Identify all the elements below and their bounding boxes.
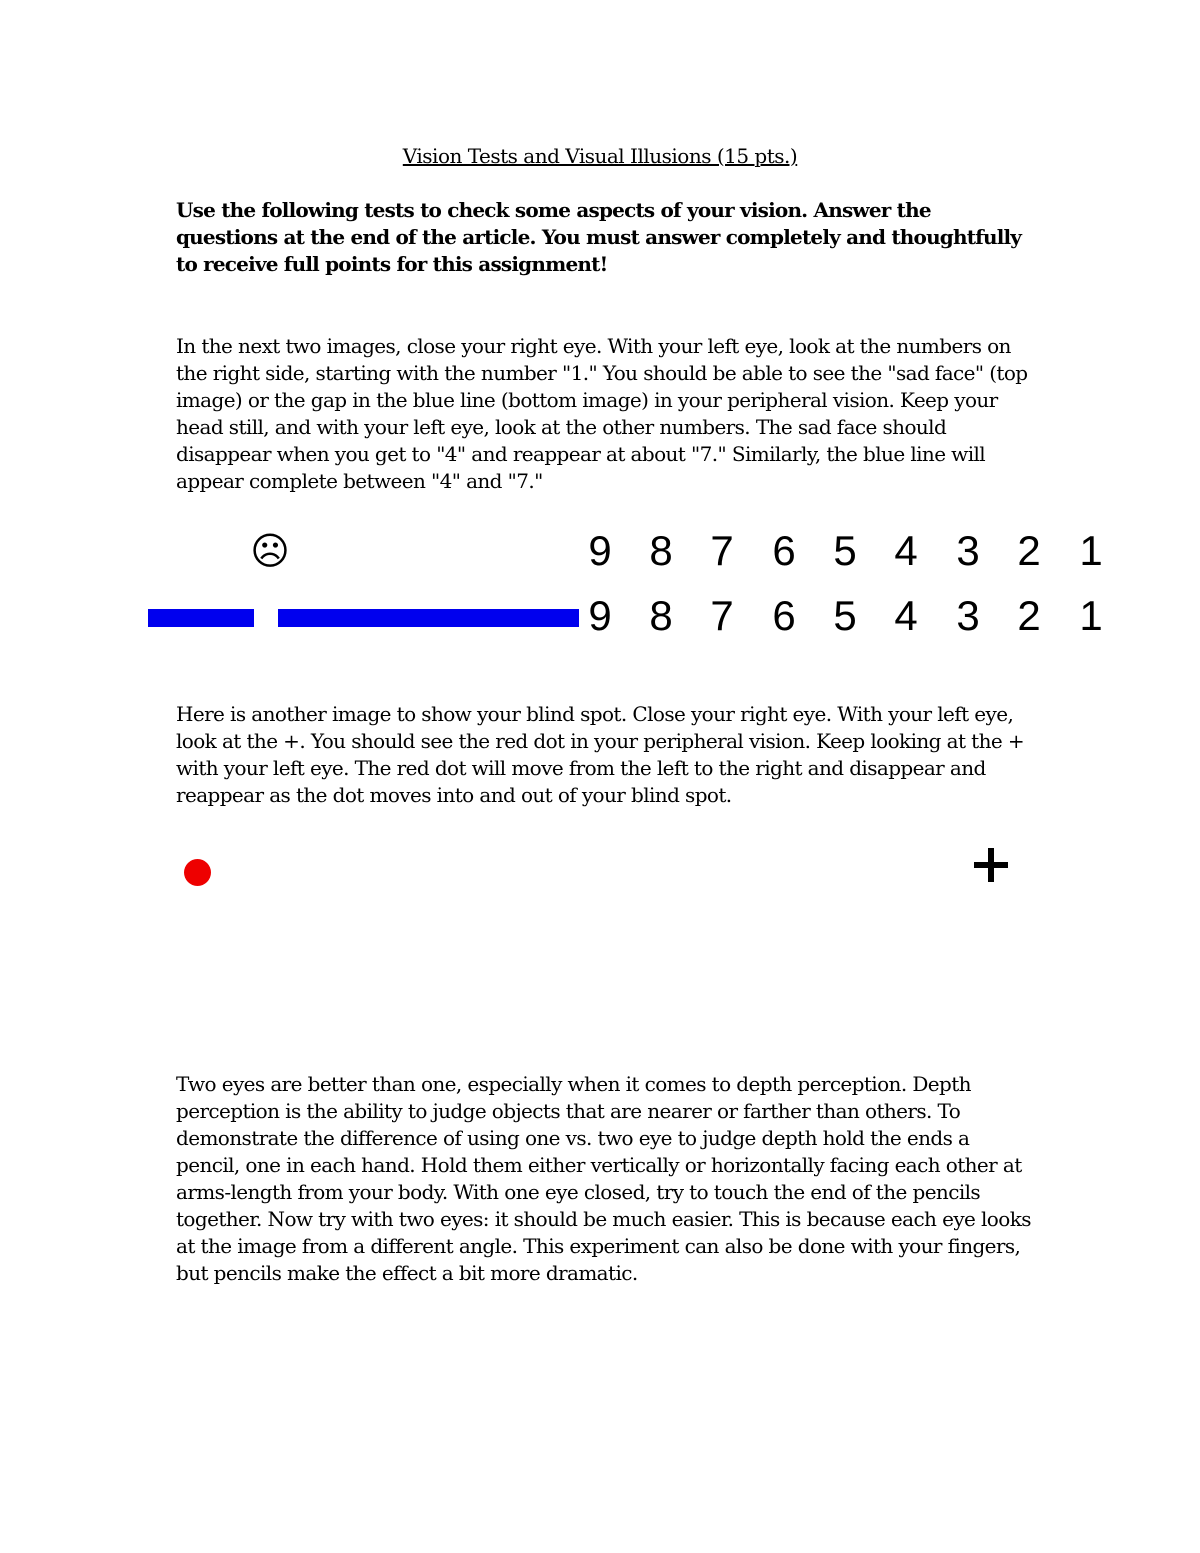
number-label: 9	[588, 592, 612, 639]
number-label: 2	[1017, 592, 1041, 639]
plus-vertical-bar	[988, 848, 994, 882]
number-label: 1	[1079, 527, 1103, 574]
plus-icon	[974, 848, 1008, 882]
blind-spot-dot-paragraph: Here is another image to show your blind spot. Close your right eye. With your left eye, look at the +. You should see the red dot in your peripheral vision. Keep looking at the + with your left eye. The red dot will move from the left to the right and disappear and reappear as the dot moves into and out of your blind spot.	[176, 702, 1025, 807]
number-label: 1	[1079, 592, 1103, 639]
page-title: Vision Tests and Visual Illusions (15 pts.)	[402, 144, 798, 168]
blue-line-left-segment	[148, 609, 254, 627]
intro-instructions: Use the following tests to check some aspects of your vision. Answer the questions at the end of the article. You must answer completely and thoughtfully to receive full points for this assignment!	[176, 198, 1022, 276]
number-label: 9	[588, 527, 612, 574]
number-label: 3	[956, 527, 980, 574]
sad-face-icon: ☹	[250, 529, 290, 573]
red-dot-icon	[184, 859, 211, 886]
number-label: 2	[1017, 527, 1041, 574]
number-label: 6	[772, 592, 796, 639]
number-label: 7	[710, 527, 734, 574]
number-label: 5	[833, 527, 857, 574]
depth-perception-paragraph: Two eyes are better than one, especially when it comes to depth perception. Depth perception is the ability to judge objects that are nearer or farther than others. To demonstrate the difference of using one vs. two eye to judge depth hold the ends a pencil, one in each hand. Hold them either vertically or horizontally facing each other at arms-length from your body. With one eye closed, try to touch the end of the pencils together. Now try with two eyes: it should be much easier. This is because each eye looks at the image from a different angle. This experiment can also be done with your fingers, but pencils make the effect a bit more dramatic.	[176, 1072, 1031, 1285]
number-label: 8	[649, 592, 673, 639]
number-label: 3	[956, 592, 980, 639]
number-row-bottom	[585, 591, 1110, 641]
number-row-top	[585, 526, 1110, 576]
number-label: 8	[649, 527, 673, 574]
number-label: 6	[772, 527, 796, 574]
number-label: 4	[894, 527, 918, 574]
blind-spot-numbers-paragraph: In the next two images, close your right eye. With your left eye, look at the numbers on the right side, starting with the number "1." You should be able to see the "sad face" (top image) or the gap in the blue line (bottom image) in your peripheral vision. Keep your head still, and with your left eye, look at the other numbers. The sad face should disappear when you get to "4" and reappear at about "7." Similarly, the blue line will appear complete between "4" and "7."	[176, 334, 1028, 493]
number-label: 7	[710, 592, 734, 639]
number-label: 4	[894, 592, 918, 639]
number-label: 5	[833, 592, 857, 639]
blue-line-right-segment	[278, 609, 579, 627]
